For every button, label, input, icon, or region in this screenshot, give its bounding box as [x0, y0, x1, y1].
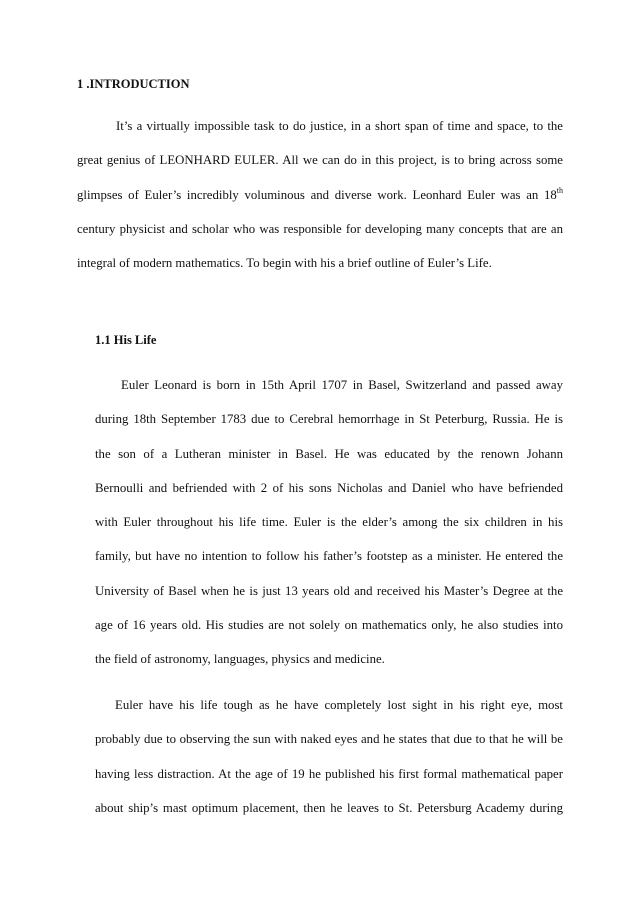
paragraph-line: with Euler throughout his life time. Euler is the elder’s among the six children in his — [95, 515, 563, 530]
paragraph-line: great genius of LEONHARD EULER. All we can do in this project, is to bring across some — [77, 153, 563, 168]
ordinal-superscript: th — [556, 185, 563, 195]
paragraph-line: Bernoulli and befriended with 2 of his sons Nicholas and Daniel who have befriended — [95, 480, 563, 495]
paragraph-line: integral of modern mathematics. To begin with his a brief outline of Euler’s Life. — [77, 256, 492, 271]
paragraph-line: age of 16 years old. His studies are not solely on mathematics only, he also studies into — [95, 618, 563, 633]
paragraph-line: century physicist and scholar who was responsible for developing many concepts that are an — [77, 221, 563, 236]
paragraph-line: Euler Leonard is born in 15th April 1707 in Basel, Switzerland and passed away — [121, 378, 563, 392]
paragraph-line: probably due to observing the sun with naked eyes and he states that due to that he will be — [95, 732, 563, 747]
his-life-paragraph-1 — [95, 377, 563, 686]
paragraph-line: the son of a Lutheran minister in Basel. He was educated by the renown Johann — [95, 446, 563, 461]
paragraph-line — [77, 187, 563, 221]
paragraph-line: University of Basel when he is just 13 years old and received his Master’s Degree at the — [95, 583, 563, 598]
paragraph-line: the field of astronomy, languages, physics and medicine. — [95, 652, 385, 667]
paragraph-line: It’s a virtually impossible task to do justice, in a short span of time and space, to the — [116, 119, 563, 133]
paragraph-line: having less distraction. At the age of 19 he published his first formal mathematical paper — [95, 766, 563, 781]
paragraph-line: family, but have no intention to follow his father’s footstep as a minister. He entered the — [95, 549, 563, 564]
paragraph-line: during 18th September 1783 due to Cerebral hemorrhage in St Peterburg, Russia. He is — [95, 412, 563, 427]
section-heading-introduction: 1 .INTRODUCTION — [77, 77, 190, 91]
introduction-paragraph — [77, 118, 563, 289]
paragraph-line: about ship’s mast optimum placement, then he leaves to St. Petersburg Academy during — [95, 800, 563, 815]
paragraph-line-text: glimpses of Euler’s incredibly voluminous and diverse work. Leonhard Euler was an 18 — [77, 187, 557, 202]
his-life-paragraph-2 — [95, 697, 563, 834]
paragraph-line: Euler have his life tough as he have completely lost sight in his right eye, most — [115, 698, 563, 712]
section-heading-his-life: 1.1 His Life — [95, 333, 157, 347]
